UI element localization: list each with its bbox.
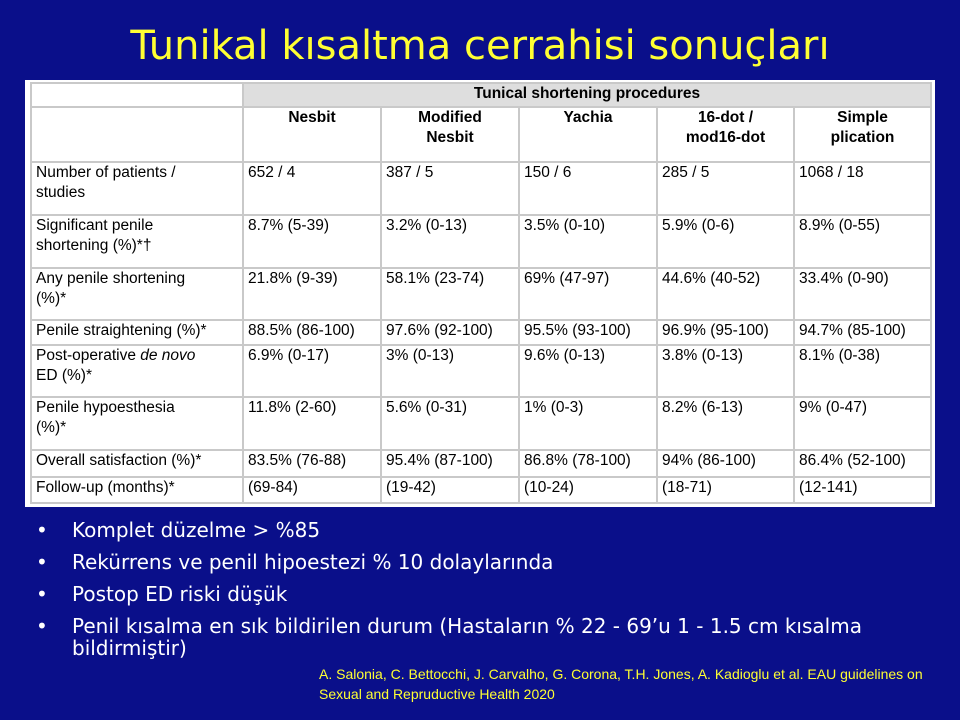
results-table [30,82,932,504]
cell-line: Penile hypoesthesia [36,399,175,417]
bullet-list [36,519,936,669]
table-cell: 69% (47-97) [519,268,657,321]
column-header [243,107,381,162]
cell-line: ED (%)* [36,366,92,384]
table-cell: (69-84) [243,477,381,503]
table-cell: 95.5% (93-100) [519,320,657,344]
table-cell: (19-42) [381,477,519,503]
cell-line: Follow-up (months)* [36,478,175,496]
table-cell: 6.9% (0-17) [243,345,381,398]
cell-line: Overall satisfaction (%)* [36,452,202,470]
row-label [31,215,243,268]
table-cell: 95.4% (87-100) [381,450,519,476]
table-cell: 11.8% (2-60) [243,397,381,450]
bullet-item [36,551,936,573]
table-cell: 86.8% (78-100) [519,450,657,476]
bullet-item [36,615,936,659]
table-cell: 3.2% (0-13) [381,215,519,268]
table-cell: 1% (0-3) [519,397,657,450]
table-row [31,477,931,503]
cell-line: Nesbit [426,129,474,147]
column-header [381,107,519,162]
table-cell: 3% (0-13) [381,345,519,398]
bullet-text: Postop ED riski düşük [72,582,288,606]
table-cell: (12-141) [794,477,931,503]
bullet-dot-icon: • [36,614,48,638]
table-cell: 1068 / 18 [794,162,931,215]
table-row [31,320,931,344]
cell-line: mod16-dot [685,129,766,147]
table-row [31,450,931,476]
slide-title: Tunikal kısaltma cerrahisi sonuçları [130,23,830,69]
cell-line: Penile straightening (%)* [36,322,207,340]
column-header [794,107,931,162]
bullet-dot-icon: • [36,582,48,606]
citation: A. Salonia, C. Bettocchi, J. Carvalho, G. Corona, T.H. Jones, A. Kadioglu et al. EAU guidelines on Sexual and Repruductive Health 2020 [319,666,923,702]
table-cell: 9% (0-47) [794,397,931,450]
table-cell: 8.9% (0-55) [794,215,931,268]
table-cell: 150 / 6 [519,162,657,215]
bullet-text: Komplet düzelme > %85 [72,518,321,542]
column-header [519,107,657,162]
cell-line: Yachia [563,109,613,127]
bullet-dot-icon: • [36,550,48,574]
table-row [31,215,931,268]
table-cell: 387 / 5 [381,162,519,215]
bullet-dot-icon: • [36,518,48,542]
table-row [31,162,931,215]
header-blank-cell [31,83,243,107]
table-cell: 3.8% (0-13) [657,345,794,398]
bullet-text: Penil kısalma en sık bildirilen durum (Hastaların % 22 - 69’u 1 - 1.5 cm kısalma bildirmiştir) [72,614,862,660]
bullet-text: Rekürrens ve penil hipoestezi % 10 dolaylarında [72,550,554,574]
table-row [31,345,931,398]
table-row [31,397,931,450]
cell-line: Modified [418,109,482,127]
table-cell: 97.6% (92-100) [381,320,519,344]
column-header [657,107,794,162]
table-cell: 96.9% (95-100) [657,320,794,344]
table-cell: 94% (86-100) [657,450,794,476]
table-cell: 8.1% (0-38) [794,345,931,398]
table-cell: 8.2% (6-13) [657,397,794,450]
results-table-image [25,80,935,507]
header-blank-cell [31,107,243,162]
table-cell: 21.8% (9-39) [243,268,381,321]
table-cell: 33.4% (0-90) [794,268,931,321]
group-header: Tunical shortening procedures [243,83,931,107]
cell-line: plication [830,129,895,147]
row-label [31,397,243,450]
bullet-item [36,583,936,605]
cell-line: Simple [837,109,888,127]
table-cell: 285 / 5 [657,162,794,215]
table-cell: 94.7% (85-100) [794,320,931,344]
table-cell: 9.6% (0-13) [519,345,657,398]
cell-line: Any penile shortening [36,269,186,287]
cell-line: shortening (%)*† [36,236,152,254]
cell-line: Significant penile [36,216,154,234]
table-cell: 5.6% (0-31) [381,397,519,450]
bullet-item [36,519,936,541]
cell-line: Post-operative de novo [36,346,196,364]
table-cell: 652 / 4 [243,162,381,215]
table-cell: 3.5% (0-10) [519,215,657,268]
table-cell: (18-71) [657,477,794,503]
cell-line: studies [36,184,86,202]
cell-line: (%)* [36,289,67,307]
row-label [31,162,243,215]
row-label [31,320,243,344]
table-cell: 83.5% (76-88) [243,450,381,476]
table-cell: 58.1% (23-74) [381,268,519,321]
row-label [31,450,243,476]
cell-line: (%)* [36,419,67,437]
row-label [31,477,243,503]
cell-line: 16-dot / [697,109,754,127]
table-cell: (10-24) [519,477,657,503]
row-label [31,268,243,321]
table-cell: 44.6% (40-52) [657,268,794,321]
table-cell: 86.4% (52-100) [794,450,931,476]
row-label [31,345,243,398]
cell-line: Nesbit [288,109,336,127]
table-cell: 88.5% (86-100) [243,320,381,344]
table-row [31,268,931,321]
table-cell: 5.9% (0-6) [657,215,794,268]
cell-line: Number of patients / [36,164,176,182]
table-cell: 8.7% (5-39) [243,215,381,268]
